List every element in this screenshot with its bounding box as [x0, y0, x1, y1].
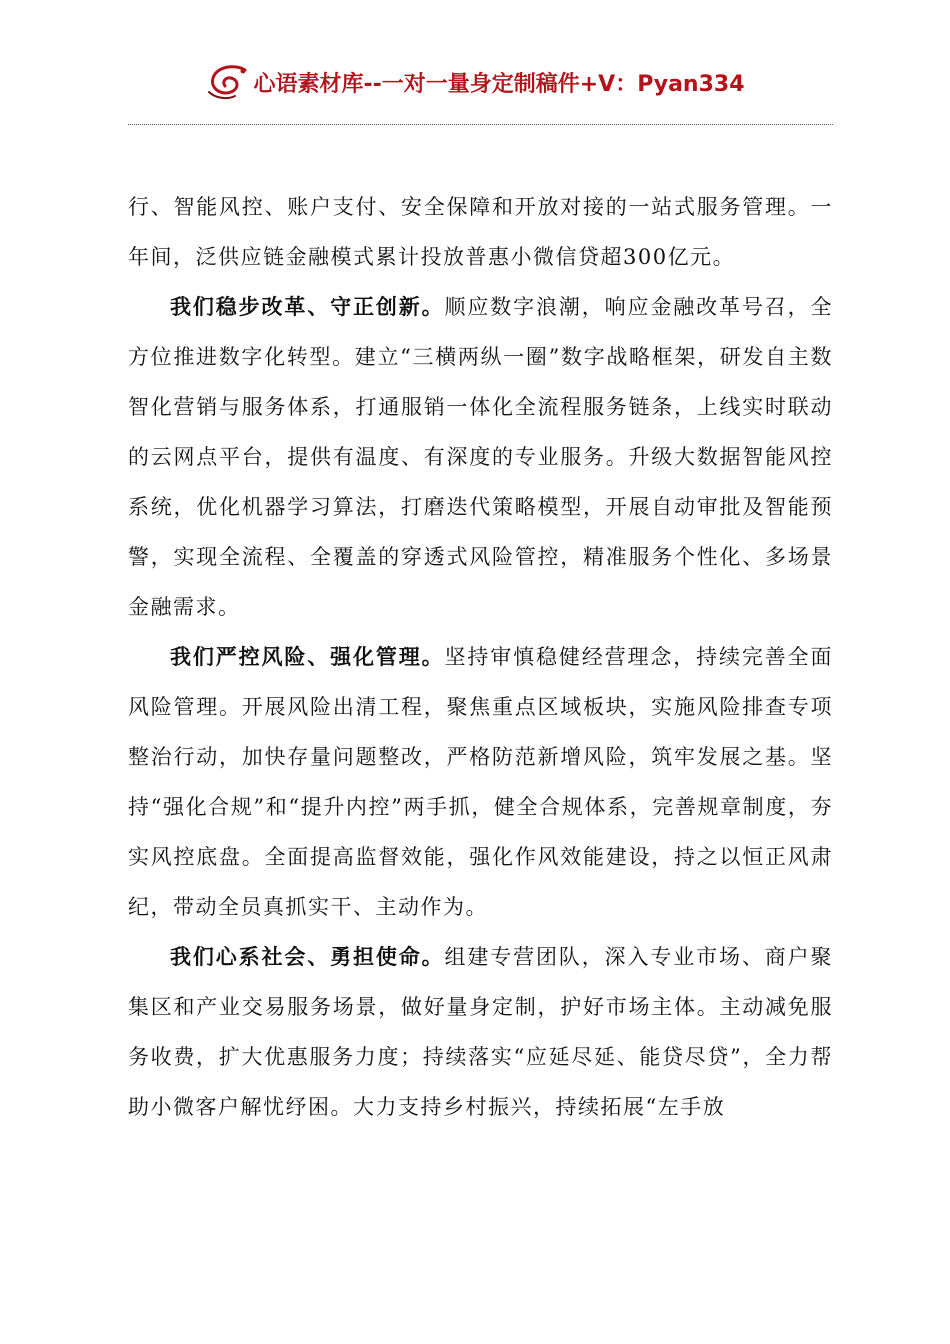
paragraph-1-body: 行、智能风控、账户支付、安全保障和开放对接的一站式服务管理。一年间，泛供应链金融模式累计投放普惠小微信贷超300亿元。 [128, 195, 833, 269]
header-brand-text: 心语素材库--一对一量身定制稿件+V：Pyan334 [253, 71, 745, 97]
paragraph-4-lead: 我们心系社会、勇担使命。 [170, 945, 445, 969]
paragraph-2 [128, 282, 833, 632]
header-divider [128, 124, 833, 125]
swirl-logo-icon [205, 62, 251, 102]
paragraph-3 [128, 632, 833, 932]
document-body [128, 182, 833, 1132]
paragraph-3-body: 坚持审慎稳健经营理念，持续完善全面风险管理。开展风险出清工程，聚焦重点区域板块，实施风险排查专项整治行动，加快存量问题整改，严格防范新增风险，筑牢发展之基。坚持“强化合规”和“提升内控”两手抓，健全合规体系，完善规章制度，夯实风控底盘。全面提高监督效能，强化作风效能建设，持之以恒正风肃纪，带动全员真抓实干、主动作为。 [128, 645, 833, 919]
paragraph-2-lead: 我们稳步改革、守正创新。 [170, 295, 445, 319]
paragraph-4-body: 组建专营团队，深入专业市场、商户聚集区和产业交易服务场景，做好量身定制，护好市场主体。主动减免服务收费，扩大优惠服务力度；持续落实“应延尽延、能贷尽贷”，全力帮助小微客户解忧纾困。大力支持乡村振兴，持续拓展“左手放 [128, 945, 833, 1119]
paragraph-1 [128, 182, 833, 282]
paragraph-2-body: 顺应数字浪潮，响应金融改革号召，全方位推进数字化转型。建立“三横两纵一圈”数字战略框架，研发自主数智化营销与服务体系，打通服销一体化全流程服务链条，上线实时联动的云网点平台，提供有温度、有深度的专业服务。升级大数据智能风控系统，优化机器学习算法，打磨迭代策略模型，开展自动审批及智能预警，实现全流程、全覆盖的穿透式风险管控，精准服务个性化、多场景金融需求。 [128, 295, 833, 619]
page-header [0, 60, 950, 104]
paragraph-4 [128, 932, 833, 1132]
paragraph-3-lead: 我们严控风险、强化管理。 [170, 645, 445, 669]
